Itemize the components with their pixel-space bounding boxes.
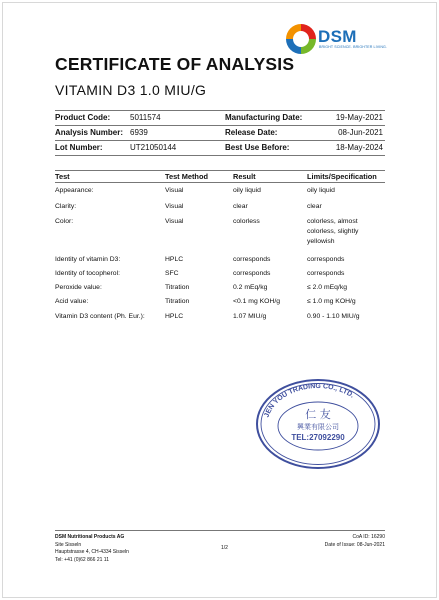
stamp-center-tel: TEL:27092290 — [291, 433, 345, 442]
test-result: oily liquid — [233, 187, 261, 194]
table-row — [55, 217, 385, 255]
table-row — [55, 283, 385, 297]
test-limit: ≤ 2.0 mEq/kg — [307, 284, 347, 291]
footer-doc-info — [325, 534, 385, 549]
test-name: Clarity: — [55, 203, 77, 210]
test-method: HPLC — [165, 256, 184, 263]
best-use-before: 18-May-2024 — [335, 143, 383, 152]
brand-name: DSM — [318, 27, 357, 46]
info-row — [55, 125, 385, 140]
test-result: corresponds — [233, 270, 271, 277]
test-method: Titration — [165, 284, 190, 291]
info-row — [55, 140, 385, 156]
page-footer — [55, 530, 385, 563]
stamp-center-top: 仁 友 — [305, 408, 331, 421]
test-name: Color: — [55, 218, 74, 225]
lot-number-label: Lot Number: — [55, 143, 103, 152]
document-title: CERTIFICATE OF ANALYSIS — [55, 54, 295, 74]
table-row — [55, 312, 385, 334]
header-test: Test — [55, 172, 70, 181]
test-result: 1.07 MIU/g — [233, 313, 267, 320]
stamp-ring-text: JEN YOU TRADING CO., LTD. — [263, 382, 356, 419]
footer-phone: Tel: +41 (0)62 866 21 11 — [55, 556, 109, 563]
table-row — [55, 297, 385, 312]
test-result: corresponds — [233, 256, 271, 263]
table-row — [55, 269, 385, 283]
test-method: Titration — [165, 298, 190, 305]
analysis-number: 6939 — [130, 128, 148, 137]
release-date: 08-Jun-2021 — [338, 128, 383, 137]
test-name: Identity of vitamin D3: — [55, 256, 121, 263]
test-limit: oily liquid — [307, 187, 335, 194]
header-result: Result — [233, 172, 256, 181]
best-use-before-label: Best Use Before: — [225, 143, 290, 152]
results-table — [55, 170, 385, 334]
test-method: Visual — [165, 218, 184, 225]
test-name: Vitamin D3 content (Ph. Eur.): — [55, 313, 145, 320]
issue-date: Date of Issue: 08-Jun-2021 — [324, 541, 385, 548]
test-name: Acid value: — [55, 298, 89, 305]
table-row — [55, 186, 385, 202]
table-header — [55, 170, 385, 183]
test-method: Visual — [165, 187, 184, 194]
test-result: <0.1 mg KOH/g — [233, 298, 281, 305]
header-method: Test Method — [165, 172, 208, 181]
product-code: 5011574 — [130, 113, 161, 122]
test-method: SFC — [165, 270, 179, 277]
table-row — [55, 255, 385, 269]
table-row — [55, 202, 385, 217]
test-limit: 0.90 - 1.10 MIU/g — [307, 313, 360, 320]
lot-number: UT21050144 — [130, 143, 177, 152]
analysis-number-label: Analysis Number: — [55, 128, 124, 137]
test-result: clear — [233, 203, 248, 210]
brand-tagline: BRIGHT SCIENCE. BRIGHTER LIVING. — [319, 45, 388, 49]
dsm-logo — [284, 22, 388, 62]
test-limit: clear — [307, 203, 322, 210]
test-method: HPLC — [165, 313, 184, 320]
footer-site: Site Sisseln — [55, 541, 82, 548]
test-method: Visual — [165, 203, 184, 210]
test-limit: ≤ 1.0 mg KOH/g — [307, 298, 356, 305]
product-name: VITAMIN D3 1.0 MIU/G — [55, 82, 207, 98]
product-info — [55, 110, 385, 156]
product-code-label: Product Code: — [55, 113, 111, 122]
manufacturing-date: 19-May-2021 — [335, 113, 383, 122]
header-limits: Limits/Specification — [307, 172, 377, 181]
stamp-center-mid: 興業有限公司 — [297, 423, 339, 431]
footer-company: DSM Nutritional Products AG — [55, 534, 125, 540]
footer-company-block — [55, 534, 129, 564]
test-name: Peroxide value: — [55, 284, 102, 291]
footer-address: Hauptstrasse 4, CH-4334 Sisseln — [55, 549, 129, 555]
test-name: Appearance: — [55, 187, 94, 194]
company-seal-stamp — [253, 374, 383, 470]
coa-id: CoA ID: 16290 — [352, 534, 385, 540]
test-name: Identity of tocopherol: — [55, 270, 120, 277]
manufacturing-date-label: Manufacturing Date: — [225, 113, 303, 122]
release-date-label: Release Date: — [225, 128, 278, 137]
info-row — [55, 110, 385, 125]
test-result: 0.2 mEq/kg — [233, 284, 268, 291]
test-result: colorless — [233, 218, 260, 225]
test-limit: corresponds — [307, 270, 345, 277]
dsm-logo-mark-icon — [284, 22, 318, 56]
page-number: 1/2 — [221, 545, 228, 551]
test-limit: corresponds — [307, 256, 345, 263]
test-limit: colorless, almost colorless, slightly yellowish — [307, 218, 359, 245]
